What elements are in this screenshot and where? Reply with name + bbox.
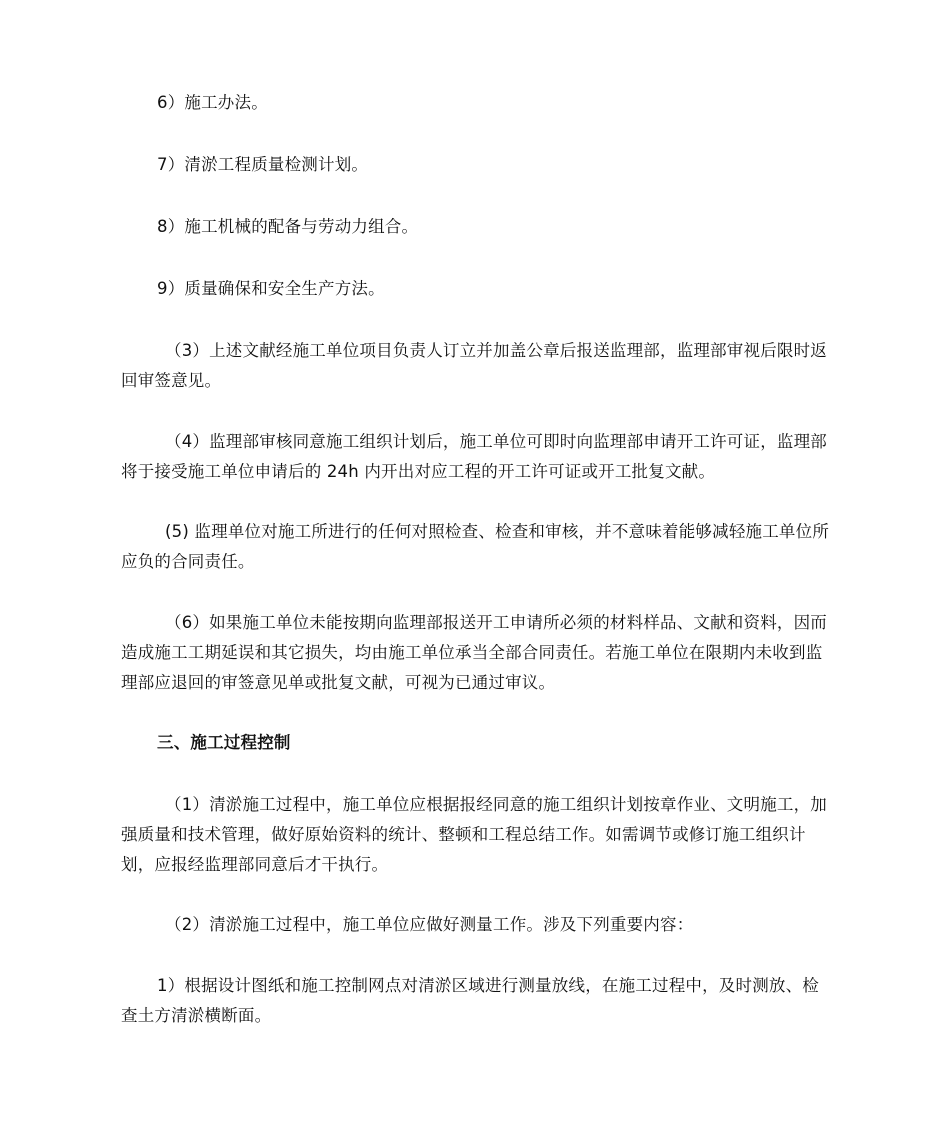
list-item-6: 6）施工办法。 — [157, 93, 268, 112]
paragraph-3: （3）上述文献经施工单位项目负责人订立并加盖公章后报送监理部，监理部审视后限时返回审签意见。 — [121, 341, 827, 390]
paragraph-4: （4）监理部审核同意施工组织计划后，施工单位可即时向监理部申请开工许可证，监理部将于接受施工单位申请后的 24h 内开出对应工程的开工许可证或开工批复文献。 — [121, 432, 827, 481]
paragraph-1: （1）清淤施工过程中，施工单位应根据报经同意的施工组织计划按章作业、文明施工，加强质量和技术管理，做好原始资料的统计、整顿和工程总结工作。如需调节或修订施工组织计划，应报经监理部同意后才干执行。 — [121, 795, 827, 874]
list-item-8: 8）施工机械的配备与劳动力组合。 — [157, 217, 419, 236]
paragraph-6: （6）如果施工单位未能按期向监理部报送开工申请所必须的材料样品、文献和资料，因而造成施工工期延误和其它损失，均由施工单位承当全部合同责任。若施工单位在限期内未收到监理部应退回的审签意见单或批复文献，可视为已通过审议。 — [121, 613, 827, 692]
paragraph-5: (5) 监理单位对施工所进行的任何对照检查、检查和审核，并不意味着能够减轻施工单位所应负的合同责任。 — [121, 522, 830, 571]
list-item-1: 1）根据设计图纸和施工控制网点对清淤区域进行测量放线，在施工过程中，及时测放、检查土方清淤横断面。 — [121, 976, 819, 1025]
list-item-9: 9）质量确保和安全生产方法。 — [157, 279, 385, 298]
section-heading: 三、施工过程控制 — [157, 733, 291, 752]
list-item-7: 7）清淤工程质量检测计划。 — [157, 155, 369, 174]
paragraph-2: （2）清淤施工过程中，施工单位应做好测量工作。涉及下列重要内容： — [165, 915, 694, 934]
